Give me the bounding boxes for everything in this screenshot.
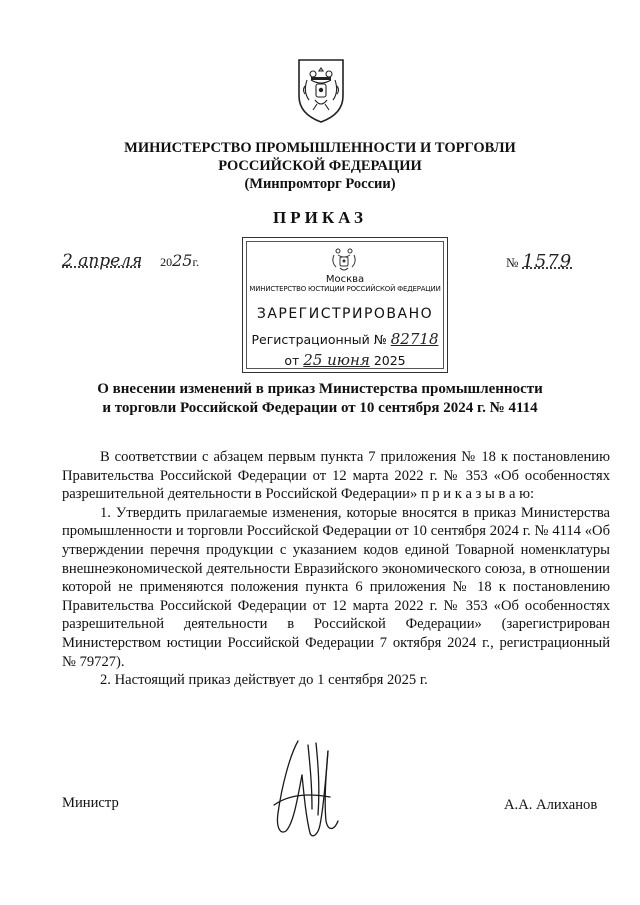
order-subject-line1: О внесении изменений в приказ Министерства промышленности — [97, 381, 543, 397]
stamp-date-year: 2025 — [373, 353, 406, 368]
ministry-name-line1: МИНИСТЕРСТВО ПРОМЫШЛЕННОСТИ И ТОРГОВЛИ — [124, 140, 516, 156]
order-date-day-month: 2 апреля — [62, 251, 143, 271]
stamp-date-line — [243, 351, 447, 369]
order-number-value: 1579 — [522, 251, 573, 272]
document-type-title: ПРИКАЗ — [273, 208, 367, 227]
stamp-registration-line — [243, 330, 447, 348]
order-item-1: 1. Утвердить прилагаемые изменения, которые вносятся в приказ Министерства промышленности и торговли Российской Федерации от 10 сентября 2024 г. № 4114 «Об утверждении перечня продукции с указанием кодов единой Товарной номенклатуры внешнеэкономической деятельности Евразийского экономического союза, в отношении которой не применяются положения пункта 6 приложения № 18 к постановлению Правительства Российской Федерации от 12 марта 2022 г. № 353 «Об особенностях разрешительной деятельности в Российской Федерации» (зарегистрирован Министерством юстиции Российской Федерации 7 октября 2024 г., регистрационный № 79727). — [62, 504, 610, 670]
order-number — [506, 251, 596, 273]
handwritten-signature — [268, 735, 348, 847]
stamp-date-day-month: 25 июня — [303, 351, 370, 369]
order-body — [62, 448, 610, 690]
stamp-registration-number: 82718 — [390, 330, 439, 348]
ministry-short-name: (Минпромторг России) — [244, 176, 396, 192]
order-subject-line2: и торговли Российской Федерации от 10 сентября 2024 г. № 4114 — [102, 400, 538, 416]
signatory-name: А.А. Алиханов — [504, 797, 598, 813]
order-preamble: В соответствии с абзацем первым пункта 7 приложения № 18 к постановлению Правительства Российской Федерации от 12 марта 2022 г. № 353 «Об особенностях разрешительной деятельности в Российской Федерации» п р и к а з ы в а ю: — [62, 449, 610, 503]
stamp-registration-label: Регистрационный № — [251, 332, 387, 347]
signatory-position: Министр — [62, 795, 119, 811]
stamp-date-prefix: от — [284, 353, 300, 368]
coat-of-arms-emblem — [295, 56, 347, 126]
order-date-year-suffix: 25 — [172, 251, 193, 270]
order-date-year-prefix: 20 — [160, 255, 173, 269]
stamp-organization: МИНИСТЕРСТВО ЮСТИЦИИ РОССИЙСКОЙ ФЕДЕРАЦИИ — [249, 285, 441, 293]
stamp-status: ЗАРЕГИСТРИРОВАНО — [256, 306, 434, 322]
ministry-name-line2: РОССИЙСКОЙ ФЕДЕРАЦИИ — [218, 158, 422, 174]
order-date — [62, 251, 232, 273]
order-item-2: 2. Настоящий приказ действует до 1 сентября 2025 г. — [100, 672, 428, 689]
order-date-year-end: г. — [192, 255, 200, 269]
registration-stamp — [242, 237, 448, 373]
stamp-city: Москва — [325, 274, 365, 285]
stamp-emblem-icon — [329, 244, 359, 272]
order-number-prefix: № — [506, 255, 519, 270]
